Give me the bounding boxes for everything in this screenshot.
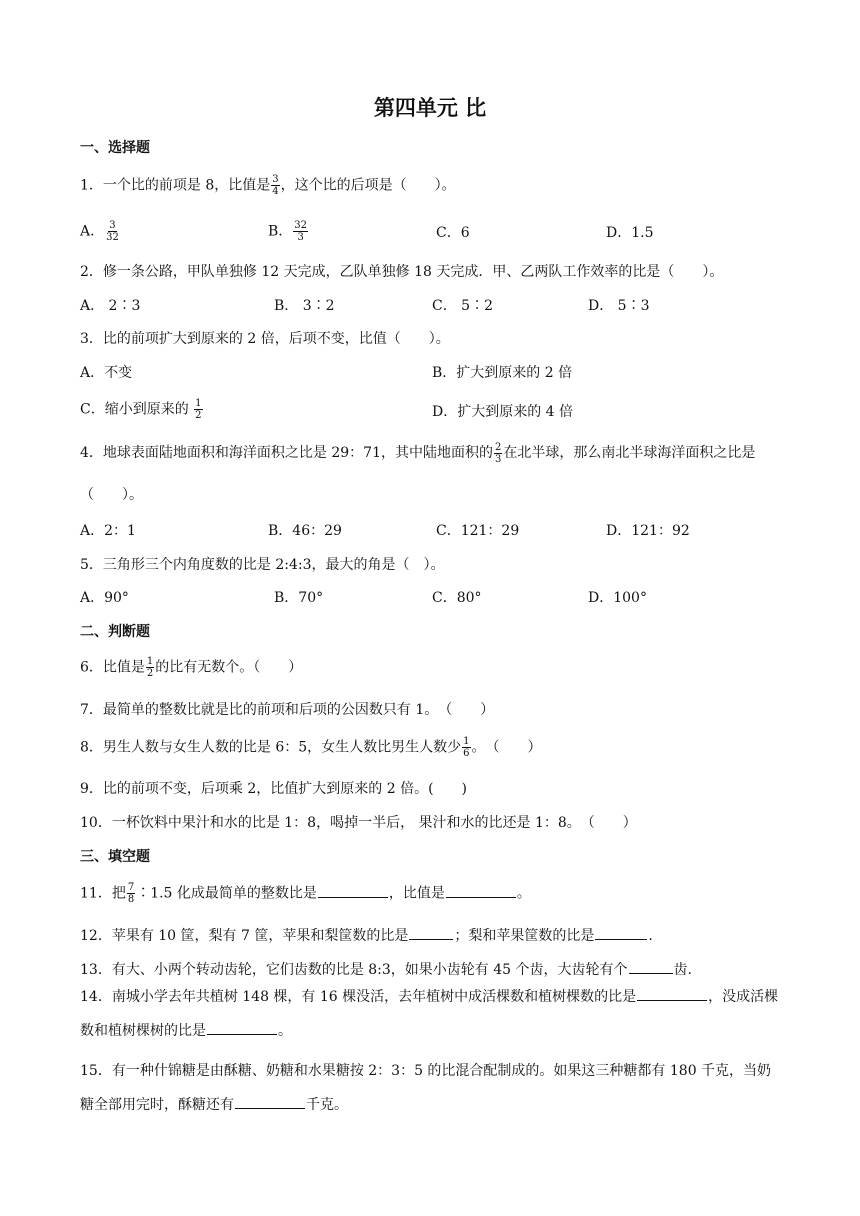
question-11: 11．把 $\frac{7}{8}$ ∶1.5 化成最简单的整数比是 ，比值是 。: [80, 882, 531, 905]
question-4: [80, 432, 780, 516]
answer-blank[interactable]: [318, 885, 388, 898]
option-5a: A．90°: [80, 590, 129, 606]
fraction: $\frac{1}{2}$: [146, 656, 154, 679]
option-2b: B． 3∶2: [274, 298, 335, 314]
option-4c: C．121：29: [436, 523, 520, 539]
answer-blank[interactable]: [235, 1096, 305, 1109]
option-1a: A． $\frac{3}{32}$: [80, 220, 119, 243]
option-5d: D．100°: [588, 590, 647, 606]
question-14: 14．南城小学去年共植树 148 棵，有 16 棵没活，去年植树中成活棵数和植树棵数的比是 ，没成活棵数和植树棵树的比是 。: [80, 989, 779, 1039]
option-4d: D．121：92: [606, 523, 690, 539]
option-1b: B． $\frac{32}{3}$: [268, 220, 308, 243]
answer-blank[interactable]: [409, 927, 453, 940]
option-2d: D． 5∶3: [588, 298, 650, 314]
answer-blank[interactable]: [637, 988, 707, 1001]
question-6: 6．比值是 $\frac{1}{2}$ 的比有无数个。（ ）: [80, 656, 303, 679]
option-4b: B．46：29: [268, 523, 342, 539]
option-2a: A． 2∶3: [80, 298, 141, 314]
option-5b: B．70°: [274, 590, 324, 606]
answer-blank[interactable]: [629, 961, 673, 974]
fraction: $\frac{7}{8}$: [127, 882, 135, 905]
question-2: 2．修一条公路，甲队单独修 12 天完成，乙队单独修 18 天完成．甲、乙两队工作效率的比是（ ）。: [80, 264, 724, 280]
option-3c: C．缩小到原来的 $\frac{1}{2}$: [80, 398, 202, 421]
option-3b: B．扩大到原来的 2 倍: [432, 365, 573, 381]
question-7: 7．最简单的整数比就是比的前项和后项的公因数只有 1。 （ ）: [80, 702, 495, 718]
fraction: $\frac{2}{3}$: [495, 441, 502, 465]
option-4a: A．2：1: [80, 523, 136, 539]
section-heading-fill-in: 三、填空题: [80, 849, 150, 865]
question-1-text: 1．一个比的前项是 8，比值是: [80, 177, 271, 194]
question-12: 12．苹果有 10 筐，梨有 7 筐，苹果和梨筐数的比是 ；梨和苹果筐数的比是 .: [80, 928, 653, 944]
question-1-text-end: ，这个比的后项是（ ）。: [280, 177, 456, 194]
section-heading-judgment: 二、判断题: [80, 624, 150, 640]
section-heading-choice: 一、选择题: [80, 140, 150, 156]
question-1: [80, 174, 780, 197]
option-5c: C．80°: [432, 590, 482, 606]
answer-blank[interactable]: [207, 1022, 277, 1035]
question-8: 8．男生人数与女生人数的比是 6：5，女生人数比男生人数少 $\frac{1}{6}$ 。 （ ）: [80, 736, 542, 759]
option-1c: C．6: [436, 225, 470, 241]
question-3: 3．比的前项扩大到原来的 2 倍，后项不变，比值（ ）。: [80, 331, 450, 347]
question-10: 10．一杯饮料中果汁和水的比是 1：8，喝掉一半后， 果汁和水的比还是 1：8。 （ ）: [80, 815, 637, 831]
question-15: 15．有一种什锦糖是由酥糖、奶糖和水果糖按 2：3：5 的比混合配制成的。如果这三种糖都有 180 千克，当奶糖全部用完时，酥糖还有 千克。: [80, 1063, 772, 1113]
option-3d: D．扩大到原来的 4 倍: [432, 404, 574, 420]
question-4-text-end: 在北半球，那么南北半球海洋面积之比是（ ）。: [80, 445, 756, 503]
question-4-text: 4．地球表面陆地面积和海洋面积之比是 29：71，其中陆地面积的: [80, 445, 493, 461]
fraction: $\frac{1}{6}$: [463, 736, 470, 759]
question-5: 5．三角形三个内角度数的比是 2:4:3，最大的角是（ ）。: [80, 557, 445, 573]
question-13: 13．有大、小两个转动齿轮，它们齿数的比是 8:3，如果小齿轮有 45 个齿，大齿轮有个 齿.: [80, 962, 692, 978]
page-title: 第四单元 比: [373, 96, 487, 120]
answer-blank[interactable]: [446, 885, 516, 898]
option-2c: C． 5∶2: [432, 298, 493, 314]
answer-blank[interactable]: [595, 927, 647, 940]
option-1d: D．1.5: [606, 225, 654, 241]
question-9: 9．比的前项不变，后项乘 2，比值扩大到原来的 2 倍。( ): [80, 781, 467, 797]
option-3a: A．不变: [80, 365, 133, 381]
fraction: $\frac{3}{4}$: [272, 174, 279, 197]
